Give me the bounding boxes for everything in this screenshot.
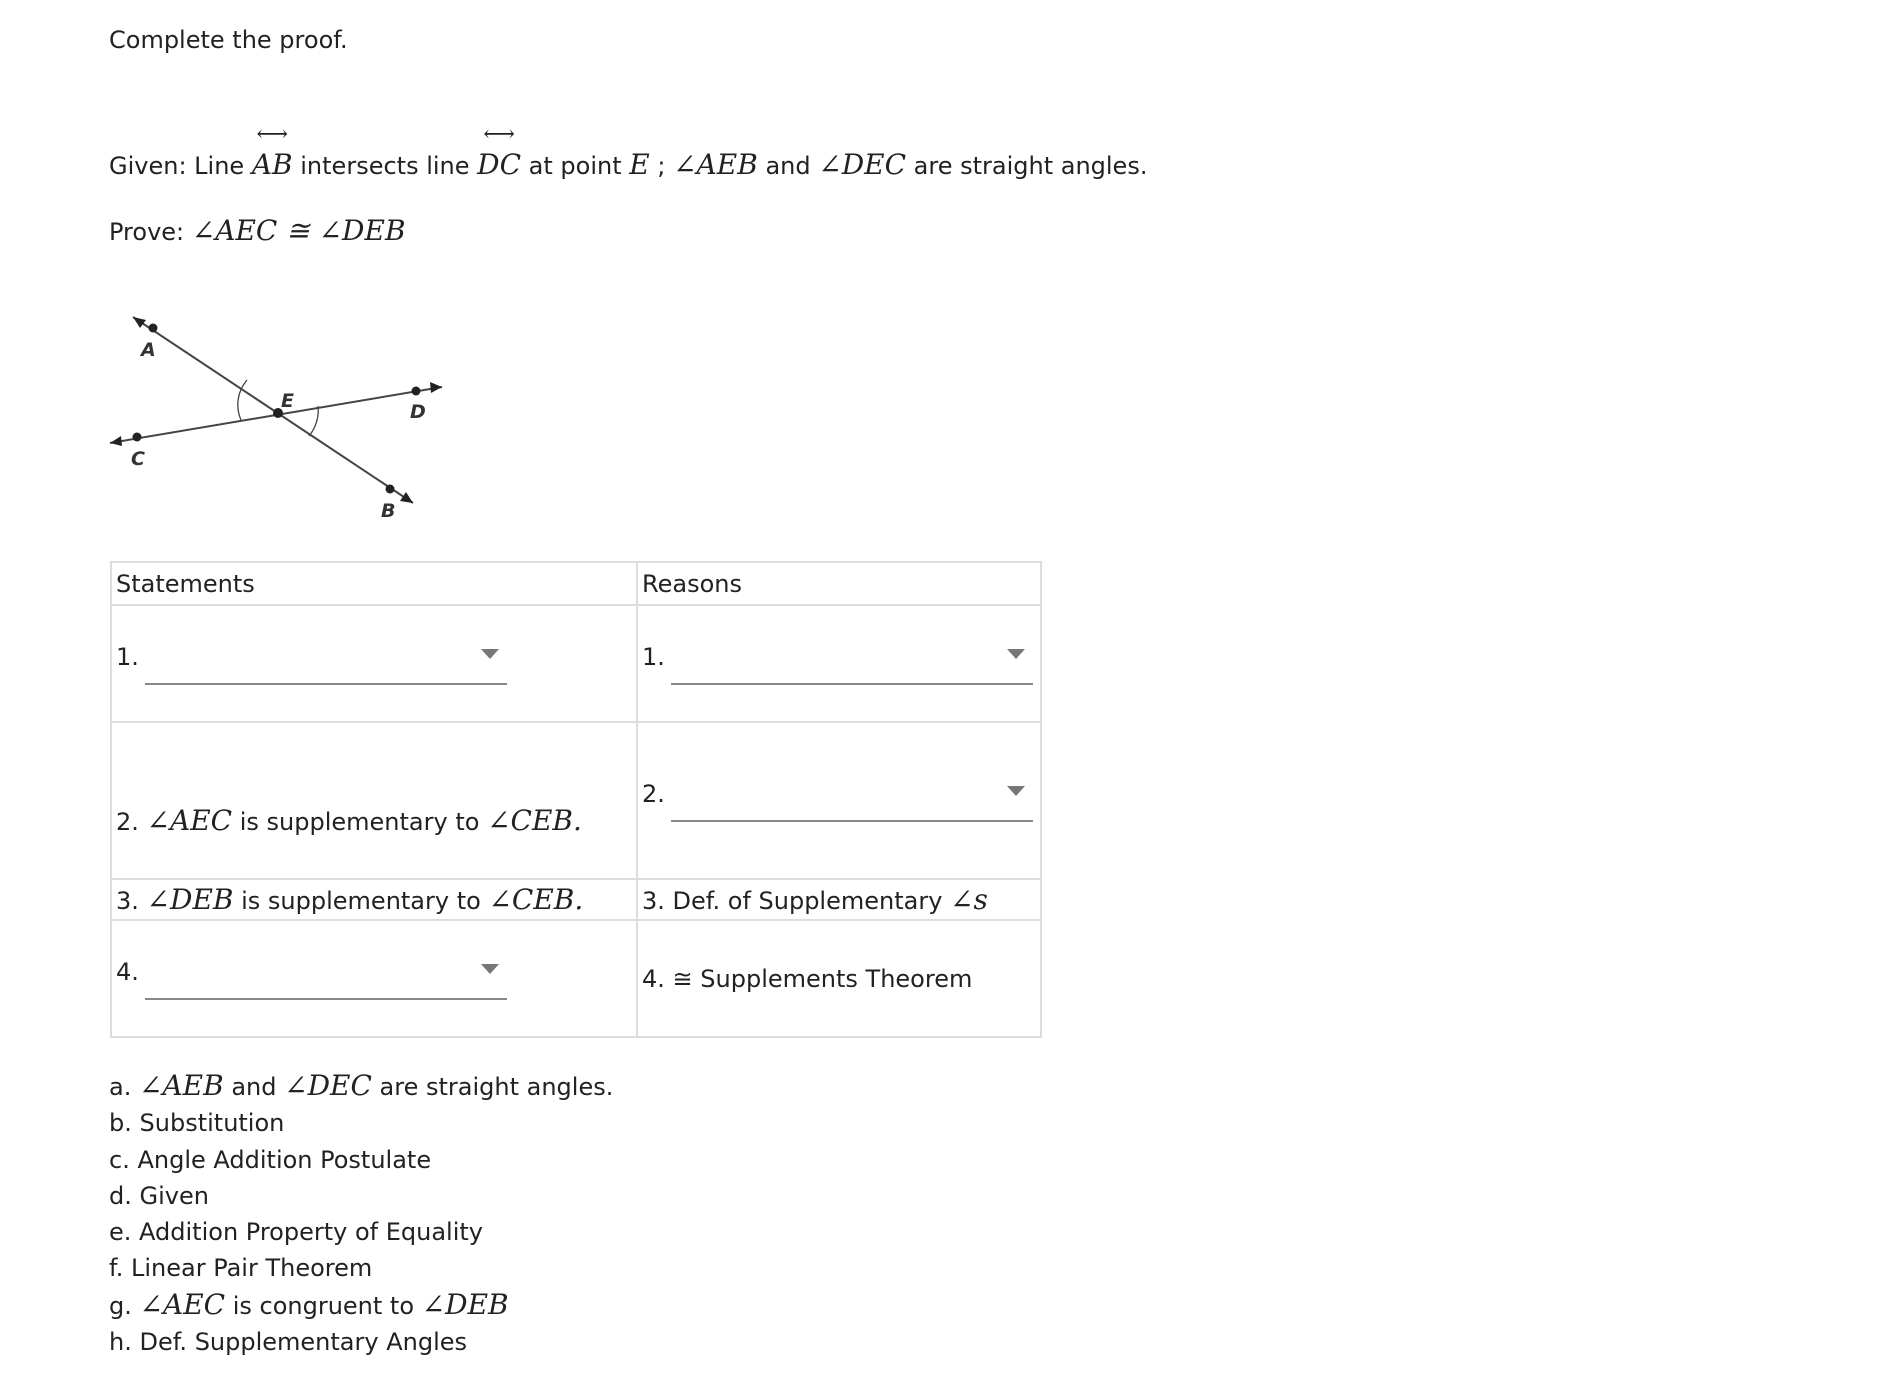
statement-3: 3. ∠DEB is supplementary to ∠CEB. [111, 879, 637, 920]
statements-header: Statements [111, 562, 637, 605]
given-label: Given: Line [109, 152, 245, 180]
row-number: 2. [642, 779, 665, 808]
arrow-icon [430, 382, 442, 393]
table-row [111, 722, 1041, 879]
point-d [412, 387, 421, 396]
given-text: intersects line [300, 152, 470, 180]
option-a: a. ∠AEB and ∠DEC are straight angles. [109, 1069, 614, 1102]
table-row [111, 605, 1041, 722]
label-b: B [381, 500, 396, 522]
label-c: C [131, 448, 145, 470]
reasons-header: Reasons [637, 562, 1041, 605]
label-e: E [281, 390, 294, 412]
label-d: D [410, 401, 426, 423]
chevron-down-icon [481, 649, 499, 659]
statement-4-dropdown[interactable] [145, 958, 507, 1000]
reason-1-dropdown[interactable] [671, 643, 1033, 685]
option-f: f. Linear Pair Theorem [109, 1254, 373, 1283]
option-h: h. Def. Supplementary Angles [109, 1328, 468, 1357]
option-b: b. Substitution [109, 1109, 285, 1138]
arrow-icon [110, 436, 122, 446]
table-row [111, 879, 1041, 920]
statement-1-dropdown[interactable] [145, 643, 507, 685]
given-text: at point [528, 152, 622, 180]
angle-dec: ∠DEC [818, 148, 907, 181]
line-dc: ⟷ DC [477, 122, 522, 181]
chevron-down-icon [481, 964, 499, 974]
proof-table [110, 561, 1042, 1038]
reason-2-dropdown[interactable] [671, 780, 1033, 822]
angle-aeb: ∠AEB [673, 148, 758, 181]
option-g: g. ∠AEC is congruent to ∠DEB [109, 1287, 509, 1321]
arrow-icon [133, 317, 146, 328]
option-d: d. Given [109, 1181, 209, 1210]
given-statement [109, 122, 1148, 181]
answer-options [109, 1068, 613, 1360]
statement-2: 2. ∠AEC is supplementary to ∠CEB. [111, 722, 637, 879]
table-row [111, 920, 1041, 1037]
row-number: 4. [116, 957, 139, 986]
given-text: and [765, 152, 811, 180]
row-number: 1. [642, 642, 665, 671]
option-c: c. Angle Addition Postulate [109, 1145, 432, 1174]
point-b [386, 485, 395, 494]
angle-arc-aec [238, 380, 247, 420]
reason-3: 3. Def. of Supplementary ∠s [637, 879, 1041, 920]
reason-4: 4. ≅ Supplements Theorem [637, 920, 1041, 1037]
arrow-icon [400, 492, 413, 503]
prove-statement [109, 214, 406, 247]
label-a: A [141, 339, 156, 361]
point-a [149, 324, 158, 333]
geometry-diagram [100, 300, 470, 530]
line-arrow-icon: ⟷ [483, 122, 515, 147]
line-ab: ⟷ AB [251, 122, 293, 181]
given-text: ; [657, 152, 666, 180]
line-ab [133, 317, 413, 503]
instruction: Complete the proof. [109, 26, 348, 54]
chevron-down-icon [1007, 786, 1025, 796]
option-e: e. Addition Property of Equality [109, 1218, 483, 1247]
line-arrow-icon: ⟷ [256, 122, 288, 147]
point-e: E [629, 148, 650, 181]
prove-expression: ∠AEC ≅ ∠DEB [191, 214, 406, 247]
chevron-down-icon [1007, 649, 1025, 659]
point-c [133, 433, 142, 442]
prove-label: Prove: [109, 218, 185, 246]
row-number: 1. [116, 642, 139, 671]
angle-arc-deb [309, 406, 318, 436]
given-text: are straight angles. [913, 152, 1148, 180]
